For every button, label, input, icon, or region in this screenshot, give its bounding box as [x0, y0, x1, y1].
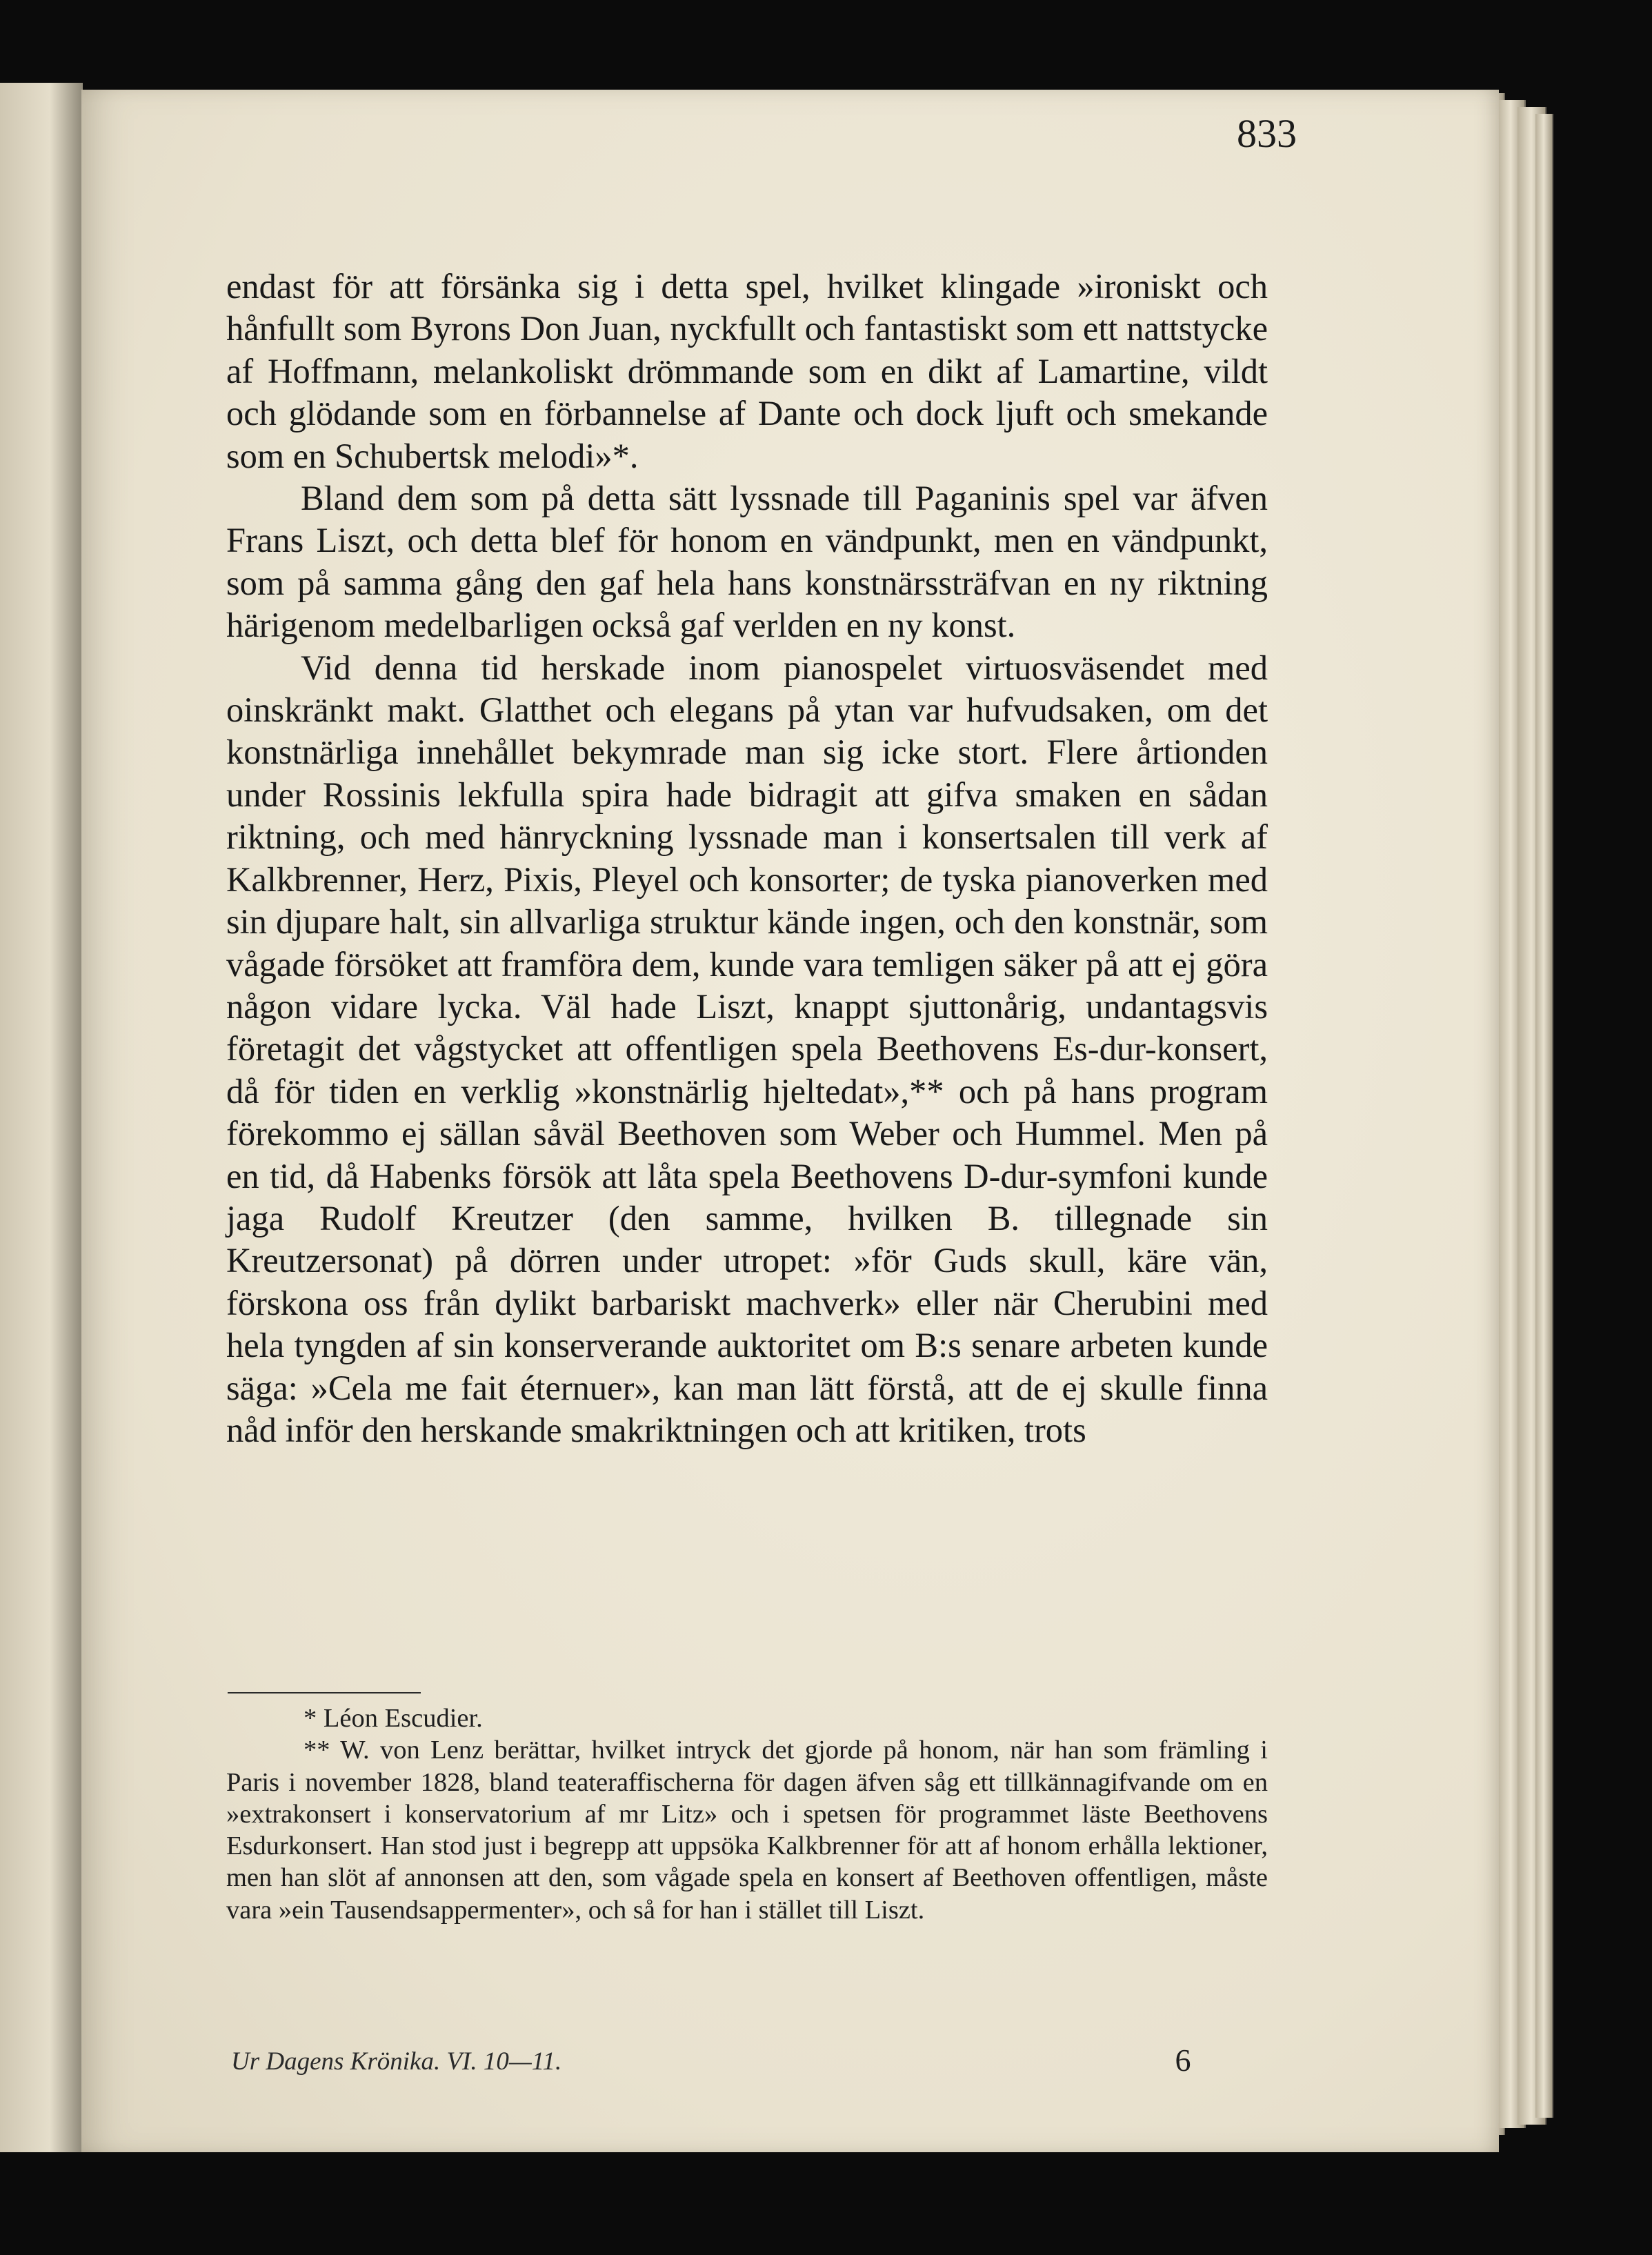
paragraph: endast för att försänka sig i detta spel, hvilket klingade »ironiskt och hånfullt som Byrons Don Juan, nyckfullt och fantastiskt som ett nattstycke af Hoffmann, melankoliskt drömmande som en dikt af Lamartine, vildt och glödande som en förbannelse af Dante och dock ljuft och smekande som en Schubertsk melodi»*.: [226, 267, 1268, 475]
body-text: [226, 266, 1268, 1451]
page-stack-edge: [1535, 114, 1553, 2118]
paragraph: Vid denna tid herskade inom pianospelet virtuosväsendet med oinskränkt makt. Glatthet och elegans på ytan var hufvudsaken, om det konstnärliga innehållet bekymrade man sig icke stort. Flere årtionden under Rossinis lekfulla spira hade bidragit att gifva smaken en sådan riktning, och med hänryckning lyssnade man i konsertsalen till verk af Kalkbrenner, Herz, Pixis, Pleyel och konsorter; de tyska pianoverken med sin djupare halt, sin allvarliga struktur kände ingen, och den konstnär, som vågade försöket att framföra dem, kunde vara temligen säker på att ej göra någon vidare lycka. Väl hade Liszt, knappt sjuttonårig, undantagsvis företagit det vågstycket att offentligen spela Beethovens Es-dur-konsert, då för tiden en verklig »konstnärlig hjeltedat»,** och på hans program förekommo ej sällan såväl Beethoven som Weber och Hummel. Men på en tid, då Habenks försök att låta spela Beethovens D-dur-symfoni kunde jaga Rudolf Kreutzer (den samme, hvilken B. tillegnade sin Kreutzersonat) på dörren under utropet: »för Guds skull, käre vän, förskona oss från dylikt barbariskt machverk» eller när Cherubini med hela tyngden af sin konserverande auktoritet om B:s senare arbeten kunde säga: »Cela me fait éternuer», kan man lätt förstå, att de ej skulle finna nåd inför den herskande smakriktningen och att kritiken, trots: [226, 648, 1268, 1449]
paragraph: Bland dem som på detta sätt lyssnade till Paganinis spel var äfven Frans Liszt, och detta blef för honom en vändpunkt, men en vändpunkt, som på samma gång den gaf hela hans konstnärssträfvan en ny riktning härigenom medelbarligen också gaf verlden en ny konst.: [226, 479, 1268, 645]
page-number: 833: [1237, 111, 1297, 156]
adjacent-page-edge: [0, 83, 83, 2152]
footnote-divider: [228, 1692, 421, 1693]
signature-line: Ur Dagens Krönika. VI. 10—11.: [231, 2047, 562, 2076]
signature-mark: 6: [1175, 2043, 1191, 2078]
footnote: * Léon Escudier.: [303, 1704, 483, 1733]
footnotes: [226, 1702, 1268, 1926]
footnote: ** W. von Lenz berättar, hvilket intryck det gjorde på honom, när han som främling i Paris i november 1828, bland teateraffischerna för dagen äfven såg ett tillkännagifvande om en »extrakonsert i konservatorium af mr Litz» och i spetsen för programmet läste Beethovens Esdurkonsert. Han stod just i begrepp att uppsöka Kalkbrenner för att af honom erhålla lektioner, men han slöt af annonsen att den, som vågade spela en konsert af Beethoven offentligen, måste vara »ein Tausendsappermenter», och så for han i stället till Liszt.: [226, 1736, 1268, 1925]
